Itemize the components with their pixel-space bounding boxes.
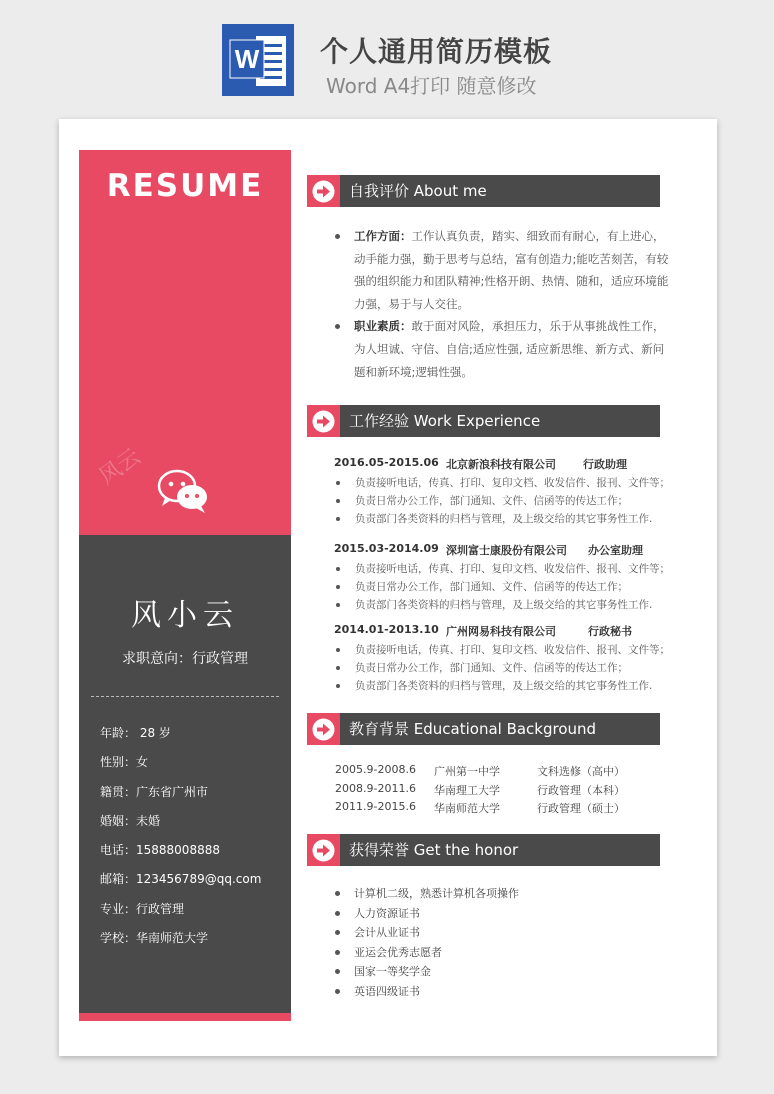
job-company: 广州网易科技有限公司 <box>446 625 556 638</box>
job-header <box>334 623 674 641</box>
honor-item: 亚运会优秀志愿者 <box>332 943 519 963</box>
job-header <box>334 542 674 560</box>
job-duties <box>334 560 674 614</box>
sidebar-pink-panel <box>79 150 291 535</box>
section-header-honors <box>307 834 660 866</box>
section-title-work: 工作经验 Work Experience <box>349 412 541 430</box>
edu-period: 2005.9-2008.6 <box>335 763 416 776</box>
info-phone: 电话：15888008888 <box>100 843 220 858</box>
arrow-circle-icon <box>307 713 340 745</box>
job-header <box>334 456 674 474</box>
arrow-circle-icon <box>307 834 340 866</box>
education-row <box>335 800 655 819</box>
duty-item: 负责接听电话，传真、打印、复印文档、收发信件、报刊、文件等； <box>334 474 674 492</box>
duty-item: 负责部门各类资料的归档与管理，及上级交给的其它事务性工作. <box>334 596 674 614</box>
about-label: 职业素质： <box>354 319 412 334</box>
job-entry <box>334 542 674 614</box>
top-header <box>0 0 774 110</box>
section-title-about: 自我评价 About me <box>349 182 487 200</box>
resume-label: RESUME <box>106 168 264 204</box>
job-duties <box>334 474 674 528</box>
job-period: 2014.01-2013.10 <box>334 623 439 636</box>
arrow-circle-icon <box>307 175 340 207</box>
sidebar-bottom-bar <box>79 1013 291 1021</box>
job-period: 2015.03-2014.09 <box>334 542 439 555</box>
candidate-name: 风小云 <box>131 598 239 633</box>
edu-school: 广州第一中学 <box>434 765 500 778</box>
info-age: 年龄： 28 岁 <box>100 726 171 740</box>
info-school: 学校：华南师范大学 <box>100 931 209 946</box>
honor-item: 国家一等奖学金 <box>332 962 519 982</box>
duty-item: 负责部门各类资料的归档与管理，及上级交给的其它事务性工作. <box>334 510 674 528</box>
left-sidebar <box>79 150 291 1021</box>
honor-item: 计算机二级，熟悉计算机各项操作 <box>332 884 519 904</box>
job-company: 北京新浪科技有限公司 <box>446 458 556 471</box>
honor-item: 英语四级证书 <box>332 982 519 1002</box>
job-position: 行政助理 <box>583 458 627 471</box>
job-company: 深圳富士康股份有限公司 <box>446 544 567 557</box>
resume-page <box>59 119 717 1056</box>
duty-item: 负责日常办公工作，部门通知、文件、信函等的传达工作； <box>334 578 674 596</box>
divider <box>91 696 279 697</box>
edu-period: 2011.9-2015.6 <box>335 800 416 813</box>
job-duties <box>334 641 674 695</box>
section-title-education: 教育背景 Educational Background <box>349 720 597 738</box>
section-header-education <box>307 713 660 745</box>
edu-school: 华南理工大学 <box>434 783 500 797</box>
education-list <box>335 763 655 819</box>
job-entry <box>334 623 674 695</box>
about-text: 工作认真负责，踏实、细致而有耐心，有上进心，动手能力强，勤于思考与总结，富有创造力;能吃苦刻苦，有较强的组织能力和团队精神;性格开朗、热情、随和，适应环境能力强，易于与人交往。 <box>354 229 669 311</box>
edu-major: 行政管理（本科） <box>537 783 625 797</box>
info-gender: 性别：女 <box>100 755 149 770</box>
svg-text:W: W <box>234 44 260 74</box>
job-entry <box>334 456 674 528</box>
duty-item: 负责日常办公工作，部门通知、文件、信函等的传达工作； <box>334 492 674 510</box>
info-email: 邮箱：123456789@qq.com <box>100 872 262 887</box>
education-row <box>335 782 655 801</box>
job-position: 行政秘书 <box>588 625 632 638</box>
about-list <box>332 225 672 383</box>
section-header-about <box>307 175 660 207</box>
edu-school: 华南师范大学 <box>434 802 500 815</box>
section-header-work <box>307 405 660 437</box>
honor-item: 人力资源证书 <box>332 904 519 924</box>
sidebar-dark-panel <box>79 535 291 1013</box>
edu-period: 2008.9-2011.6 <box>335 781 416 795</box>
about-text: 敢于面对风险，承担压力，乐于从事挑战性工作，为人坦诚、守信、自信;适应性强, 适应新思维、新方式、新问题和新环境;逻辑性强。 <box>354 319 665 379</box>
watermark-text: 风云 <box>94 444 146 491</box>
section-title-honors: 获得荣誉 Get the honor <box>349 841 519 859</box>
duty-item: 负责部门各类资料的归档与管理，及上级交给的其它事务性工作. <box>334 677 674 695</box>
honors-list <box>332 884 519 1002</box>
job-period: 2016.05-2015.06 <box>334 456 439 469</box>
honor-item: 会计从业证书 <box>332 923 519 943</box>
edu-major: 文科选修（高中） <box>537 765 625 778</box>
duty-item: 负责接听电话，传真、打印、复印文档、收发信件、报刊、文件等； <box>334 560 674 578</box>
arrow-circle-icon <box>307 405 340 437</box>
about-label: 工作方面： <box>354 229 412 243</box>
personal-info-list <box>100 724 261 958</box>
page-subtitle: Word A4打印 随意修改 <box>326 74 537 98</box>
education-row <box>335 763 655 782</box>
wechat-icon <box>157 468 209 514</box>
info-marital: 婚姻：未婚 <box>100 813 161 828</box>
about-item <box>332 315 672 383</box>
edu-major: 行政管理（硕士） <box>537 802 625 815</box>
word-icon <box>222 24 294 96</box>
info-major: 专业：行政管理 <box>100 901 185 916</box>
page-title: 个人通用简历模板 <box>320 35 553 68</box>
job-intent: 求职意向：行政管理 <box>122 651 248 667</box>
about-item <box>332 225 672 315</box>
job-position: 办公室助理 <box>588 544 643 557</box>
info-hometown: 籍贯：广东省广州市 <box>100 784 209 799</box>
duty-item: 负责接听电话，传真、打印、复印文档、收发信件、报刊、文件等； <box>334 641 674 659</box>
duty-item: 负责日常办公工作，部门通知、文件、信函等的传达工作； <box>334 659 674 677</box>
